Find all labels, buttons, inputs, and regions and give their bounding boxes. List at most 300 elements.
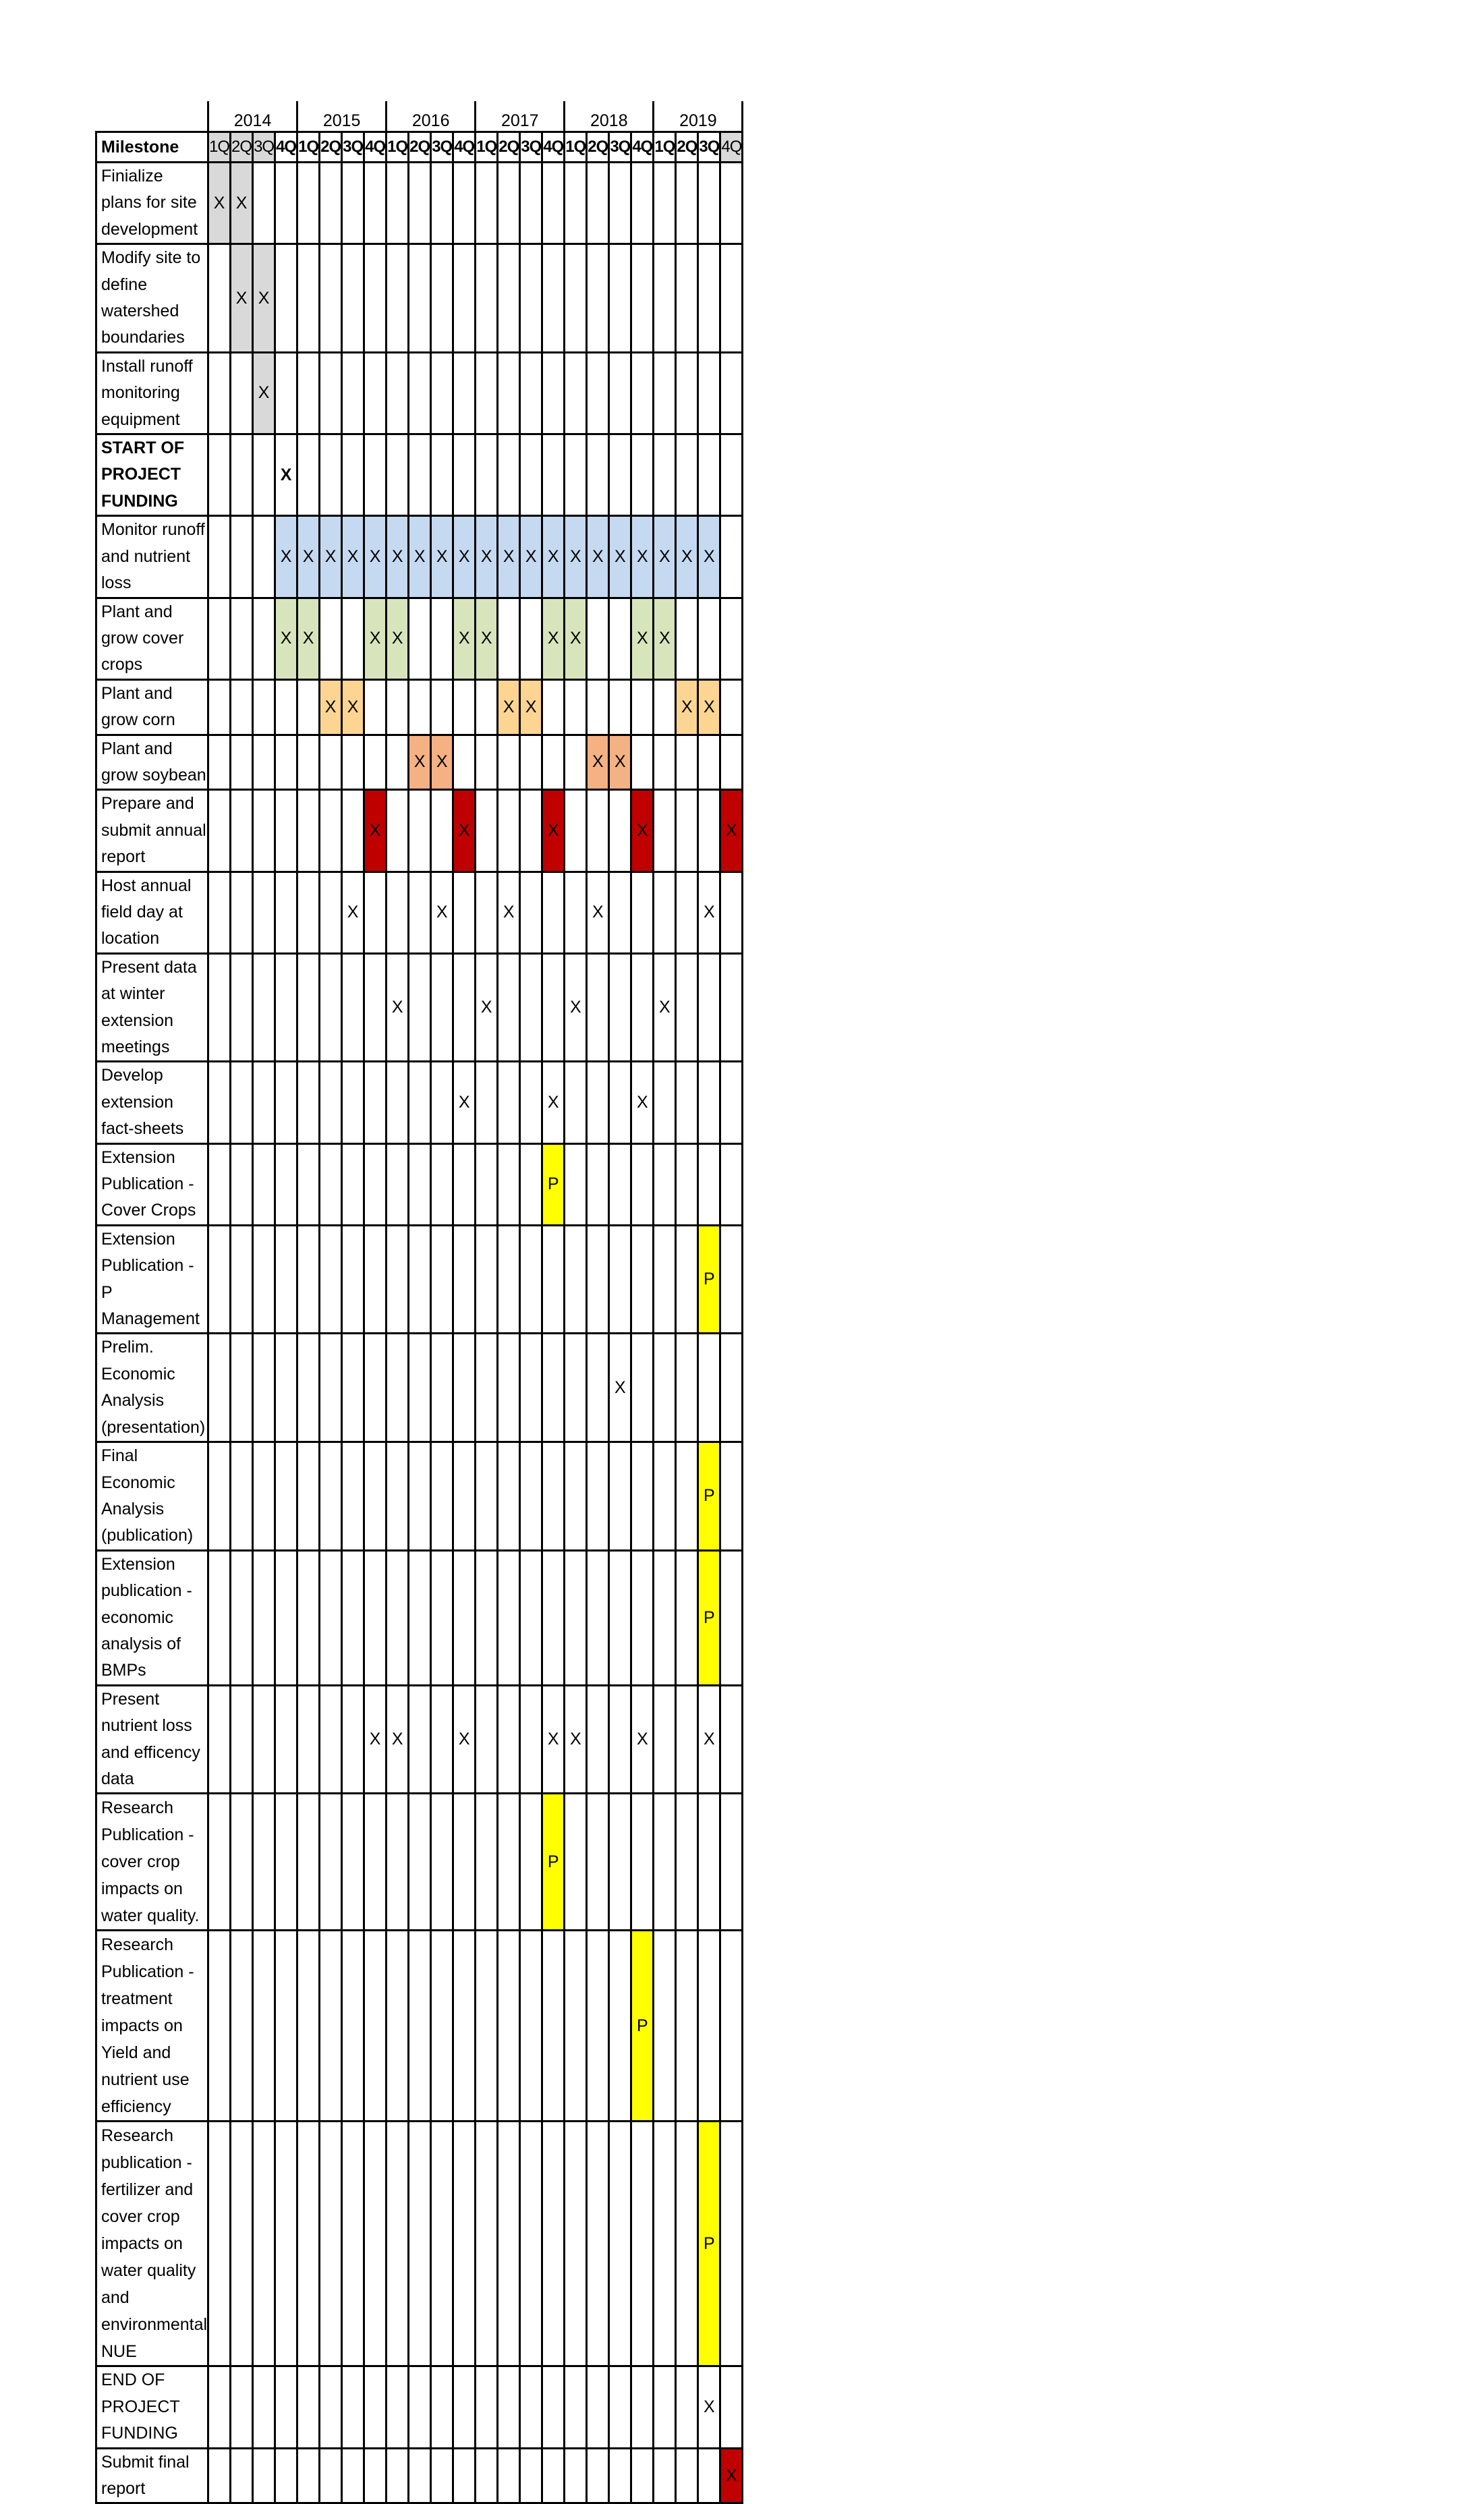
empty-cell bbox=[453, 1225, 476, 1334]
quarter-label: 3Q bbox=[431, 132, 453, 163]
empty-cell bbox=[698, 1062, 720, 1143]
empty-cell bbox=[431, 2122, 453, 2366]
empty-cell bbox=[253, 1685, 275, 1794]
milestone-mark: X bbox=[698, 1685, 720, 1794]
milestone-row bbox=[96, 1062, 743, 1143]
empty-cell bbox=[631, 352, 654, 434]
empty-cell bbox=[342, 1143, 364, 1225]
empty-cell bbox=[542, 2448, 565, 2503]
empty-cell bbox=[342, 2122, 364, 2366]
empty-cell bbox=[720, 1442, 743, 1551]
milestone-row bbox=[96, 1794, 743, 1931]
empty-cell bbox=[631, 1442, 654, 1551]
empty-cell bbox=[364, 953, 387, 1062]
empty-cell bbox=[520, 1931, 542, 2122]
milestone-label: Install runoff monitoring equipment bbox=[96, 352, 208, 434]
empty-cell bbox=[654, 872, 676, 953]
empty-cell bbox=[654, 1931, 676, 2122]
empty-cell bbox=[364, 1442, 387, 1551]
milestone-mark: X bbox=[720, 790, 743, 872]
empty-cell bbox=[565, 735, 587, 790]
empty-cell bbox=[387, 1143, 409, 1225]
empty-cell bbox=[364, 2448, 387, 2503]
empty-cell bbox=[520, 1062, 542, 1143]
empty-cell bbox=[498, 1334, 520, 1442]
empty-cell bbox=[520, 872, 542, 953]
quarter-label: 1Q bbox=[476, 132, 498, 163]
empty-cell bbox=[208, 1685, 231, 1794]
empty-cell bbox=[654, 352, 676, 434]
empty-cell bbox=[208, 2122, 231, 2366]
publication-mark: P bbox=[698, 1550, 720, 1685]
empty-cell bbox=[253, 598, 275, 679]
empty-cell bbox=[387, 1931, 409, 2122]
quarter-label: 4Q bbox=[631, 132, 654, 163]
empty-cell bbox=[698, 598, 720, 679]
empty-cell bbox=[720, 1062, 743, 1143]
empty-cell bbox=[654, 1442, 676, 1551]
year-label: 2018 bbox=[565, 101, 654, 132]
empty-cell bbox=[587, 790, 609, 872]
milestone-mark: X bbox=[720, 2448, 743, 2503]
milestone-mark: X bbox=[565, 598, 587, 679]
empty-cell bbox=[654, 1794, 676, 1931]
quarter-label: 2Q bbox=[498, 132, 520, 163]
empty-cell bbox=[720, 953, 743, 1062]
empty-cell bbox=[342, 352, 364, 434]
empty-cell bbox=[609, 953, 631, 1062]
empty-cell bbox=[542, 163, 565, 244]
milestone-mark: X bbox=[498, 872, 520, 953]
milestone-label: Modify site to define watershed boundaries bbox=[96, 244, 208, 353]
empty-cell bbox=[231, 735, 253, 790]
empty-cell bbox=[565, 1931, 587, 2122]
empty-cell bbox=[297, 1794, 320, 1931]
empty-cell bbox=[676, 2448, 698, 2503]
empty-cell bbox=[520, 1143, 542, 1225]
empty-cell bbox=[387, 735, 409, 790]
empty-cell bbox=[587, 1143, 609, 1225]
milestone-label: Final Economic Analysis (publication) bbox=[96, 1442, 208, 1551]
empty-cell bbox=[654, 163, 676, 244]
empty-cell bbox=[297, 1931, 320, 2122]
empty-cell bbox=[275, 1062, 297, 1143]
milestone-row bbox=[96, 244, 743, 353]
empty-cell bbox=[720, 2122, 743, 2366]
empty-cell bbox=[409, 1685, 431, 1794]
empty-cell bbox=[409, 1225, 431, 1334]
empty-cell bbox=[253, 1931, 275, 2122]
empty-cell bbox=[676, 2122, 698, 2366]
milestone-mark: X bbox=[364, 516, 387, 598]
empty-cell bbox=[720, 679, 743, 735]
empty-cell bbox=[453, 1143, 476, 1225]
empty-cell bbox=[275, 1334, 297, 1442]
milestone-label: Research Publication - treatment impacts on Yield and nutrient use efficiency bbox=[96, 1931, 208, 2122]
milestone-mark: X bbox=[297, 598, 320, 679]
quarter-label: 4Q bbox=[542, 132, 565, 163]
empty-cell bbox=[431, 1550, 453, 1685]
empty-cell bbox=[231, 434, 253, 516]
empty-cell bbox=[720, 1685, 743, 1794]
empty-cell bbox=[453, 1334, 476, 1442]
empty-cell bbox=[520, 2122, 542, 2366]
empty-cell bbox=[320, 1062, 342, 1143]
empty-cell bbox=[476, 2122, 498, 2366]
empty-cell bbox=[520, 163, 542, 244]
empty-cell bbox=[297, 1334, 320, 1442]
empty-cell bbox=[720, 1334, 743, 1442]
empty-cell bbox=[720, 1143, 743, 1225]
milestone-mark: X bbox=[431, 735, 453, 790]
milestone-label: Monitor runoff and nutrient loss bbox=[96, 516, 208, 598]
empty-cell bbox=[320, 2448, 342, 2503]
empty-cell bbox=[453, 679, 476, 735]
year-label: 2015 bbox=[297, 101, 387, 132]
milestone-mark: X bbox=[698, 516, 720, 598]
empty-cell bbox=[297, 735, 320, 790]
empty-cell bbox=[297, 352, 320, 434]
empty-cell bbox=[453, 735, 476, 790]
empty-cell bbox=[587, 2448, 609, 2503]
empty-cell bbox=[476, 352, 498, 434]
empty-cell bbox=[208, 1550, 231, 1685]
milestone-label: END OF PROJECT FUNDING bbox=[96, 2366, 208, 2448]
empty-cell bbox=[231, 1931, 253, 2122]
empty-cell bbox=[698, 352, 720, 434]
empty-cell bbox=[431, 679, 453, 735]
empty-cell bbox=[297, 2122, 320, 2366]
empty-cell bbox=[453, 2448, 476, 2503]
milestone-mark: X bbox=[587, 516, 609, 598]
empty-cell bbox=[542, 2122, 565, 2366]
milestone-label: START OF PROJECT FUNDING bbox=[96, 434, 208, 516]
empty-cell bbox=[431, 352, 453, 434]
empty-cell bbox=[587, 1685, 609, 1794]
milestone-mark: X bbox=[654, 953, 676, 1062]
empty-cell bbox=[275, 1794, 297, 1931]
milestone-mark: X bbox=[453, 598, 476, 679]
empty-cell bbox=[342, 1931, 364, 2122]
empty-cell bbox=[609, 1143, 631, 1225]
empty-cell bbox=[609, 790, 631, 872]
empty-cell bbox=[609, 1225, 631, 1334]
empty-cell bbox=[587, 1062, 609, 1143]
milestone-label: Research Publication - cover crop impacts on water quality. bbox=[96, 1794, 208, 1931]
empty-cell bbox=[364, 872, 387, 953]
empty-cell bbox=[253, 735, 275, 790]
milestone-label: Submit final report bbox=[96, 2448, 208, 2503]
empty-cell bbox=[631, 1143, 654, 1225]
empty-cell bbox=[676, 434, 698, 516]
empty-cell bbox=[208, 1334, 231, 1442]
empty-cell bbox=[320, 2122, 342, 2366]
empty-cell bbox=[253, 2448, 275, 2503]
empty-cell bbox=[498, 434, 520, 516]
empty-cell bbox=[231, 598, 253, 679]
milestone-mark: X bbox=[320, 516, 342, 598]
empty-cell bbox=[520, 953, 542, 1062]
empty-cell bbox=[320, 872, 342, 953]
empty-cell bbox=[609, 163, 631, 244]
empty-cell bbox=[342, 1794, 364, 1931]
empty-cell bbox=[342, 953, 364, 1062]
empty-cell bbox=[231, 679, 253, 735]
empty-cell bbox=[409, 1143, 431, 1225]
empty-cell bbox=[342, 2448, 364, 2503]
empty-cell bbox=[208, 735, 231, 790]
empty-cell bbox=[476, 1062, 498, 1143]
milestone-row bbox=[96, 735, 743, 790]
empty-cell bbox=[342, 1062, 364, 1143]
empty-cell bbox=[587, 598, 609, 679]
empty-cell bbox=[208, 244, 231, 353]
empty-cell bbox=[342, 1685, 364, 1794]
empty-cell bbox=[387, 1442, 409, 1551]
milestone-header: Milestone bbox=[96, 132, 208, 163]
empty-cell bbox=[453, 1794, 476, 1931]
empty-cell bbox=[631, 2366, 654, 2448]
milestone-row bbox=[96, 1225, 743, 1334]
milestone-mark: X bbox=[275, 516, 297, 598]
empty-cell bbox=[409, 598, 431, 679]
empty-cell bbox=[498, 790, 520, 872]
milestone-table bbox=[95, 101, 743, 2504]
empty-cell bbox=[676, 1442, 698, 1551]
empty-cell bbox=[297, 1442, 320, 1551]
milestone-row bbox=[96, 872, 743, 953]
empty-cell bbox=[387, 1334, 409, 1442]
empty-cell bbox=[609, 1794, 631, 1931]
empty-cell bbox=[275, 1685, 297, 1794]
milestone-label: Present data at winter extension meetings bbox=[96, 953, 208, 1062]
empty-cell bbox=[431, 2448, 453, 2503]
empty-cell bbox=[253, 1062, 275, 1143]
empty-cell bbox=[676, 244, 698, 353]
empty-cell bbox=[676, 1225, 698, 1334]
empty-cell bbox=[297, 163, 320, 244]
milestone-label: Plant and grow corn bbox=[96, 679, 208, 735]
milestone-row bbox=[96, 1550, 743, 1685]
empty-cell bbox=[453, 953, 476, 1062]
empty-cell bbox=[476, 872, 498, 953]
milestone-mark: X bbox=[387, 1685, 409, 1794]
empty-cell bbox=[631, 735, 654, 790]
empty-cell bbox=[609, 1550, 631, 1685]
quarter-label: 4Q bbox=[275, 132, 297, 163]
empty-cell bbox=[565, 1225, 587, 1334]
empty-cell bbox=[231, 872, 253, 953]
empty-cell bbox=[431, 2366, 453, 2448]
milestone-mark: X bbox=[387, 598, 409, 679]
empty-cell bbox=[542, 1931, 565, 2122]
empty-cell bbox=[253, 1334, 275, 1442]
empty-cell bbox=[720, 598, 743, 679]
milestone-mark: X bbox=[565, 516, 587, 598]
empty-cell bbox=[297, 1685, 320, 1794]
empty-cell bbox=[253, 1225, 275, 1334]
empty-cell bbox=[231, 1442, 253, 1551]
publication-mark: P bbox=[542, 1143, 565, 1225]
empty-cell bbox=[720, 735, 743, 790]
empty-cell bbox=[565, 679, 587, 735]
year-label: 2019 bbox=[654, 101, 743, 132]
milestone-row bbox=[96, 953, 743, 1062]
milestone-mark: X bbox=[520, 516, 542, 598]
empty-cell bbox=[654, 735, 676, 790]
quarter-header-row bbox=[96, 132, 743, 163]
empty-cell bbox=[297, 679, 320, 735]
milestone-row bbox=[96, 163, 743, 244]
empty-cell bbox=[654, 2366, 676, 2448]
milestone-mark: X bbox=[208, 163, 231, 244]
empty-cell bbox=[453, 352, 476, 434]
empty-cell bbox=[231, 1143, 253, 1225]
empty-cell bbox=[364, 1334, 387, 1442]
empty-cell bbox=[387, 2366, 409, 2448]
empty-cell bbox=[476, 244, 498, 353]
empty-cell bbox=[542, 1225, 565, 1334]
empty-cell bbox=[253, 1794, 275, 1931]
quarter-label: 1Q bbox=[654, 132, 676, 163]
empty-cell bbox=[208, 1442, 231, 1551]
empty-cell bbox=[208, 1143, 231, 1225]
milestone-mark: X bbox=[476, 598, 498, 679]
empty-cell bbox=[409, 163, 431, 244]
empty-cell bbox=[587, 352, 609, 434]
empty-cell bbox=[631, 1550, 654, 1685]
empty-cell bbox=[676, 1685, 698, 1794]
empty-cell bbox=[320, 434, 342, 516]
empty-cell bbox=[364, 1794, 387, 1931]
empty-cell bbox=[275, 735, 297, 790]
empty-cell bbox=[542, 352, 565, 434]
empty-cell bbox=[208, 1794, 231, 1931]
empty-cell bbox=[520, 1685, 542, 1794]
empty-cell bbox=[453, 2366, 476, 2448]
empty-cell bbox=[342, 1334, 364, 1442]
milestone-mark: X bbox=[698, 2366, 720, 2448]
empty-cell bbox=[565, 2448, 587, 2503]
empty-cell bbox=[453, 1550, 476, 1685]
empty-cell bbox=[542, 434, 565, 516]
empty-cell bbox=[498, 1685, 520, 1794]
milestone-mark: X bbox=[409, 516, 431, 598]
milestone-mark: X bbox=[676, 516, 698, 598]
empty-cell bbox=[565, 434, 587, 516]
empty-cell bbox=[364, 244, 387, 353]
empty-cell bbox=[253, 516, 275, 598]
milestone-mark: X bbox=[275, 434, 297, 516]
empty-cell bbox=[520, 735, 542, 790]
empty-cell bbox=[565, 1334, 587, 1442]
milestone-label: Prepare and submit annual report bbox=[96, 790, 208, 872]
empty-cell bbox=[431, 1931, 453, 2122]
year-header-row bbox=[96, 101, 743, 132]
empty-cell bbox=[208, 598, 231, 679]
empty-cell bbox=[275, 2448, 297, 2503]
empty-cell bbox=[231, 1225, 253, 1334]
milestone-mark: X bbox=[253, 244, 275, 353]
milestone-mark: X bbox=[631, 516, 654, 598]
milestone-mark: X bbox=[431, 872, 453, 953]
empty-cell bbox=[542, 244, 565, 353]
empty-cell bbox=[520, 2366, 542, 2448]
milestone-label: Finialize plans for site development bbox=[96, 163, 208, 244]
milestone-mark: X bbox=[609, 516, 631, 598]
milestone-label: Research publication - fertilizer and cover crop impacts on water quality and environmental NUE bbox=[96, 2122, 208, 2366]
empty-cell bbox=[498, 2448, 520, 2503]
empty-cell bbox=[364, 2366, 387, 2448]
empty-cell bbox=[698, 1143, 720, 1225]
milestone-mark: X bbox=[587, 735, 609, 790]
empty-cell bbox=[275, 2122, 297, 2366]
empty-cell bbox=[342, 1225, 364, 1334]
empty-cell bbox=[476, 790, 498, 872]
empty-cell bbox=[609, 2448, 631, 2503]
empty-cell bbox=[453, 1931, 476, 2122]
empty-cell bbox=[409, 953, 431, 1062]
empty-cell bbox=[320, 953, 342, 1062]
milestone-mark: X bbox=[631, 1685, 654, 1794]
empty-cell bbox=[698, 953, 720, 1062]
empty-cell bbox=[698, 1794, 720, 1931]
milestone-mark: X bbox=[387, 953, 409, 1062]
milestone-mark: X bbox=[542, 1685, 565, 1794]
empty-cell bbox=[476, 735, 498, 790]
empty-cell bbox=[320, 2366, 342, 2448]
empty-cell bbox=[275, 679, 297, 735]
empty-cell bbox=[498, 1225, 520, 1334]
empty-cell bbox=[476, 1794, 498, 1931]
empty-cell bbox=[320, 244, 342, 353]
empty-cell bbox=[431, 1794, 453, 1931]
empty-cell bbox=[297, 872, 320, 953]
empty-cell bbox=[253, 679, 275, 735]
empty-cell bbox=[431, 1685, 453, 1794]
empty-cell bbox=[431, 598, 453, 679]
empty-cell bbox=[498, 1931, 520, 2122]
empty-cell bbox=[720, 434, 743, 516]
empty-cell bbox=[342, 1550, 364, 1685]
empty-cell bbox=[320, 1685, 342, 1794]
empty-cell bbox=[431, 244, 453, 353]
milestone-mark: X bbox=[654, 516, 676, 598]
empty-cell bbox=[297, 1550, 320, 1685]
empty-cell bbox=[631, 434, 654, 516]
empty-cell bbox=[342, 1442, 364, 1551]
empty-cell bbox=[565, 1550, 587, 1685]
empty-cell bbox=[320, 1794, 342, 1931]
milestone-row bbox=[96, 1931, 743, 2122]
milestone-label: Plant and grow soybean bbox=[96, 735, 208, 790]
empty-cell bbox=[476, 163, 498, 244]
empty-cell bbox=[208, 1931, 231, 2122]
milestone-label: Host annual field day at location bbox=[96, 872, 208, 953]
milestone-label: Plant and grow cover crops bbox=[96, 598, 208, 679]
empty-cell bbox=[342, 790, 364, 872]
empty-cell bbox=[208, 679, 231, 735]
milestone-row bbox=[96, 1143, 743, 1225]
empty-cell bbox=[720, 163, 743, 244]
empty-cell bbox=[320, 598, 342, 679]
empty-cell bbox=[698, 163, 720, 244]
empty-cell bbox=[342, 735, 364, 790]
publication-mark: P bbox=[631, 1931, 654, 2122]
empty-cell bbox=[720, 872, 743, 953]
empty-cell bbox=[208, 2448, 231, 2503]
empty-cell bbox=[409, 1442, 431, 1551]
